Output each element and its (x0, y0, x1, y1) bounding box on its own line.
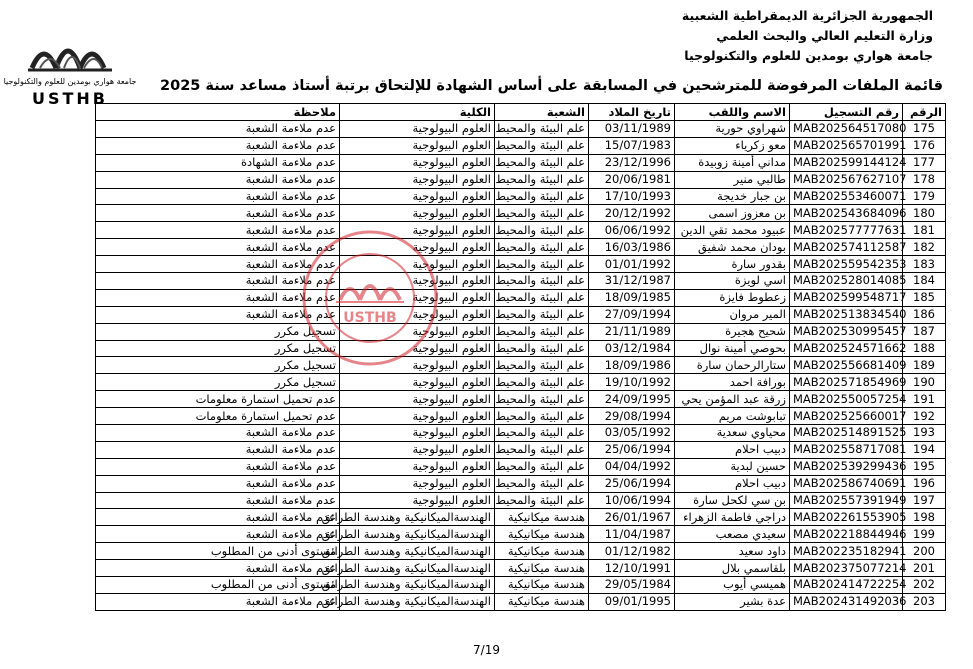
registration-number: MAB202550057254 (790, 391, 903, 408)
remark: عدم ملاءمة الشعبة (96, 458, 340, 475)
specialty: علم البيئة والمحيط (495, 239, 589, 256)
remark: عدم ملاءمة الشعبة (96, 256, 340, 273)
faculty: العلوم البيولوجية (340, 121, 495, 138)
table-row (96, 239, 946, 256)
faculty: الهندسةالميكانيكية وهندسة الطرائق (340, 560, 495, 577)
birth-date: 16/03/1986 (589, 239, 675, 256)
registration-number: MAB202586740691 (790, 475, 903, 492)
page-title: قائمة الملفات المرفوضة للمترشحين في المسابقة على أساس الشهادة للإلتحاق برتبة أستاذ مساعد سنة 2025 (160, 78, 943, 94)
table-row (96, 577, 946, 594)
row-number: 202 (903, 577, 946, 594)
table-row (96, 289, 946, 306)
full-name: بحوصي أمينة نوال (675, 340, 790, 357)
faculty: العلوم البيولوجية (340, 205, 495, 222)
row-number: 194 (903, 441, 946, 458)
registration-number: MAB202558717081 (790, 441, 903, 458)
birth-date: 03/05/1992 (589, 425, 675, 442)
ministry-header (682, 6, 933, 66)
row-number: 187 (903, 323, 946, 340)
logo-text: USTHB (31, 89, 109, 108)
row-number: 191 (903, 391, 946, 408)
faculty: العلوم البيولوجية (340, 357, 495, 374)
row-number: 181 (903, 222, 946, 239)
page-number: 7/19 (473, 643, 500, 657)
remark: تسجيل مكرر (96, 357, 340, 374)
row-number: 193 (903, 425, 946, 442)
registration-number: MAB202571854969 (790, 374, 903, 391)
rejected-files-table (95, 103, 946, 611)
remark: عدم ملاءمة الشعبة (96, 137, 340, 154)
logo-subtitle: جامعة هواري بومدين للعلوم والتكنولوجيا (3, 77, 137, 86)
column-header: الرقم (903, 104, 946, 121)
specialty: علم البيئة والمحيط (495, 205, 589, 222)
specialty: علم البيئة والمحيط (495, 289, 589, 306)
specialty: علم البيئة والمحيط (495, 357, 589, 374)
full-name: محياوي سعدية (675, 425, 790, 442)
column-header: الاسم واللقب (675, 104, 790, 121)
full-name: حسين لبدية (675, 458, 790, 475)
table-row (96, 171, 946, 188)
row-number: 186 (903, 306, 946, 323)
row-number: 178 (903, 171, 946, 188)
faculty: العلوم البيولوجية (340, 222, 495, 239)
specialty: علم البيئة والمحيط (495, 256, 589, 273)
remark: مستوى أدنى من المطلوب (96, 577, 340, 594)
registration-number: MAB202375077214 (790, 560, 903, 577)
faculty: الهندسةالميكانيكية وهندسة الطرائق (340, 543, 495, 560)
full-name: بن جبار خديجة (675, 188, 790, 205)
full-name: زرقة عبد المؤمن يحي (675, 391, 790, 408)
full-name: مداني أمينة زوبيدة (675, 154, 790, 171)
registration-number: MAB202557391949 (790, 492, 903, 509)
table-row (96, 154, 946, 171)
row-number: 176 (903, 137, 946, 154)
specialty: هندسة ميكانيكية (495, 526, 589, 543)
remark: عدم ملاءمة الشعبة (96, 425, 340, 442)
full-name: بن معزوز اسمى (675, 205, 790, 222)
registration-number: MAB202565701991 (790, 137, 903, 154)
row-number: 177 (903, 154, 946, 171)
registration-number: MAB202556681409 (790, 357, 903, 374)
specialty: هندسة ميكانيكية (495, 560, 589, 577)
specialty: هندسة ميكانيكية (495, 543, 589, 560)
full-name: اسي لويزة (675, 273, 790, 290)
faculty: العلوم البيولوجية (340, 458, 495, 475)
remark: عدم ملاءمة الشعبة (96, 239, 340, 256)
full-name: معو زكرياء (675, 137, 790, 154)
birth-date: 18/09/1986 (589, 357, 675, 374)
full-name: سعيدي مصعب (675, 526, 790, 543)
registration-number: MAB202577777631 (790, 222, 903, 239)
row-number: 180 (903, 205, 946, 222)
table-body (96, 121, 946, 611)
header-republic: الجمهورية الجزائرية الديمقراطية الشعبية (681, 8, 933, 23)
birth-date: 01/12/1982 (589, 543, 675, 560)
remark: عدم ملاءمة الشعبة (96, 509, 340, 526)
row-number: 203 (903, 593, 946, 610)
remark: عدم تحميل استمارة معلومات (96, 391, 340, 408)
specialty: علم البيئة والمحيط (495, 340, 589, 357)
birth-date: 29/08/1994 (589, 408, 675, 425)
registration-number: MAB202513834540 (790, 306, 903, 323)
full-name: بن سي لكحل سارة (675, 492, 790, 509)
faculty: العلوم البيولوجية (340, 273, 495, 290)
table-row (96, 137, 946, 154)
faculty: الهندسةالميكانيكية وهندسة الطرائق (340, 577, 495, 594)
table-row (96, 425, 946, 442)
row-number: 185 (903, 289, 946, 306)
full-name: زعطوط فايزة (675, 289, 790, 306)
faculty: العلوم البيولوجية (340, 306, 495, 323)
official-stamp (300, 228, 440, 368)
row-number: 199 (903, 526, 946, 543)
remark: عدم ملاءمة الشعبة (96, 306, 340, 323)
table-row (96, 273, 946, 290)
faculty: العلوم البيولوجية (340, 323, 495, 340)
row-number: 188 (903, 340, 946, 357)
registration-number: MAB202528014085 (790, 273, 903, 290)
table-row (96, 256, 946, 273)
specialty: علم البيئة والمحيط (495, 391, 589, 408)
faculty: العلوم البيولوجية (340, 408, 495, 425)
faculty: العلوم البيولوجية (340, 171, 495, 188)
faculty: العلوم البيولوجية (340, 256, 495, 273)
table-row (96, 188, 946, 205)
header-ministry: وزارة التعليم العالي والبحث العلمي (716, 28, 933, 43)
faculty: العلوم البيولوجية (340, 239, 495, 256)
faculty: العلوم البيولوجية (340, 289, 495, 306)
remark: عدم ملاءمة الشعبة (96, 121, 340, 138)
specialty: علم البيئة والمحيط (495, 188, 589, 205)
full-name: دراجي فاطمة الزهراء (675, 509, 790, 526)
full-name: طالبي منير (675, 171, 790, 188)
remark: عدم ملاءمة الشعبة (96, 188, 340, 205)
table-row (96, 593, 946, 610)
table-row (96, 121, 946, 138)
full-name: شهراوي حورية (675, 121, 790, 138)
table-row (96, 526, 946, 543)
full-name: عدة بشير (675, 593, 790, 610)
specialty: هندسة ميكانيكية (495, 577, 589, 594)
column-header: ملاحظة (96, 104, 340, 121)
birth-date: 03/12/1984 (589, 340, 675, 357)
registration-number: MAB202431492036 (790, 593, 903, 610)
remark: تسجيل مكرر (96, 323, 340, 340)
specialty: هندسة ميكانيكية (495, 509, 589, 526)
full-name: بلقاسمي بلال (675, 560, 790, 577)
column-header: الشعبة (495, 104, 589, 121)
faculty: العلوم البيولوجية (340, 188, 495, 205)
registration-number: MAB202599548717 (790, 289, 903, 306)
specialty: علم البيئة والمحيط (495, 441, 589, 458)
remark: عدم تحميل استمارة معلومات (96, 408, 340, 425)
faculty: العلوم البيولوجية (340, 492, 495, 509)
usthb-logo (3, 24, 137, 110)
birth-date: 10/06/1994 (589, 492, 675, 509)
specialty: علم البيئة والمحيط (495, 121, 589, 138)
full-name: دبيب احلام (675, 441, 790, 458)
table-row (96, 492, 946, 509)
row-number: 183 (903, 256, 946, 273)
row-number: 196 (903, 475, 946, 492)
birth-date: 21/11/1989 (589, 323, 675, 340)
specialty: علم البيئة والمحيط (495, 374, 589, 391)
row-number: 192 (903, 408, 946, 425)
registration-number: MAB202574112587 (790, 239, 903, 256)
remark: عدم ملاءمة الشعبة (96, 289, 340, 306)
birth-date: 03/11/1989 (589, 121, 675, 138)
specialty: علم البيئة والمحيط (495, 475, 589, 492)
registration-number: MAB202514891525 (790, 425, 903, 442)
birth-date: 15/07/1983 (589, 137, 675, 154)
remark: تسجيل مكرر (96, 340, 340, 357)
table-row (96, 441, 946, 458)
birth-date: 29/05/1984 (589, 577, 675, 594)
specialty: علم البيئة والمحيط (495, 492, 589, 509)
specialty: علم البيئة والمحيط (495, 171, 589, 188)
row-number: 189 (903, 357, 946, 374)
specialty: علم البيئة والمحيط (495, 306, 589, 323)
faculty: العلوم البيولوجية (340, 340, 495, 357)
remark: عدم ملاءمة الشعبة (96, 593, 340, 610)
faculty: العلوم البيولوجية (340, 137, 495, 154)
birth-date: 31/12/1987 (589, 273, 675, 290)
table-row (96, 357, 946, 374)
birth-date: 20/12/1992 (589, 205, 675, 222)
specialty: علم البيئة والمحيط (495, 408, 589, 425)
column-header: رقم التسجيل (790, 104, 903, 121)
remark: عدم ملاءمة الشعبة (96, 475, 340, 492)
remark: عدم ملاءمة الشعبة (96, 205, 340, 222)
faculty: العلوم البيولوجية (340, 441, 495, 458)
registration-number: MAB202553460071 (790, 188, 903, 205)
table-row (96, 458, 946, 475)
row-number: 200 (903, 543, 946, 560)
table-row (96, 509, 946, 526)
specialty: علم البيئة والمحيط (495, 273, 589, 290)
faculty: الهندسةالميكانيكية وهندسة الطرائق (340, 509, 495, 526)
row-number: 195 (903, 458, 946, 475)
column-header: الكلية (340, 104, 495, 121)
registration-number: MAB202559542353 (790, 256, 903, 273)
birth-date: 01/01/1992 (589, 256, 675, 273)
specialty: علم البيئة والمحيط (495, 137, 589, 154)
registration-number: MAB202530995457 (790, 323, 903, 340)
birth-date: 11/04/1987 (589, 526, 675, 543)
table-row (96, 391, 946, 408)
specialty: علم البيئة والمحيط (495, 425, 589, 442)
registration-number: MAB202414722254 (790, 577, 903, 594)
birth-date: 12/10/1991 (589, 560, 675, 577)
table-row (96, 222, 946, 239)
row-number: 184 (903, 273, 946, 290)
specialty: علم البيئة والمحيط (495, 323, 589, 340)
registration-number: MAB202564517080 (790, 121, 903, 138)
faculty: الهندسةالميكانيكية وهندسة الطرائق (340, 526, 495, 543)
table-row (96, 340, 946, 357)
remark: عدم ملاءمة الشعبة (96, 560, 340, 577)
birth-date: 25/06/1994 (589, 475, 675, 492)
birth-date: 18/09/1985 (589, 289, 675, 306)
specialty: علم البيئة والمحيط (495, 154, 589, 171)
faculty: العلوم البيولوجية (340, 425, 495, 442)
column-header: تاريخ الملاد (589, 104, 675, 121)
remark: عدم ملاءمة الشعبة (96, 526, 340, 543)
table-row (96, 374, 946, 391)
full-name: المير مروان (675, 306, 790, 323)
table-row (96, 560, 946, 577)
remark: عدم ملاءمة الشعبة (96, 171, 340, 188)
remark: عدم ملاءمة الشعبة (96, 492, 340, 509)
faculty: العلوم البيولوجية (340, 391, 495, 408)
birth-date: 04/04/1992 (589, 458, 675, 475)
row-number: 182 (903, 239, 946, 256)
specialty: علم البيئة والمحيط (495, 458, 589, 475)
birth-date: 26/01/1967 (589, 509, 675, 526)
row-number: 175 (903, 121, 946, 138)
full-name: بقدور سارة (675, 256, 790, 273)
full-name: بورافة احمد (675, 374, 790, 391)
header-university: جامعة هواري بومدين للعلوم والتكنولوجيا (684, 48, 933, 63)
remark: عدم ملاءمة الشعبة (96, 222, 340, 239)
registration-number: MAB202235182941 (790, 543, 903, 560)
birth-date: 20/06/1981 (589, 171, 675, 188)
faculty: العلوم البيولوجية (340, 374, 495, 391)
specialty: هندسة ميكانيكية (495, 593, 589, 610)
full-name: دبيب احلام (675, 475, 790, 492)
birth-date: 19/10/1992 (589, 374, 675, 391)
full-name: هميسي أيوب (675, 577, 790, 594)
table-row (96, 475, 946, 492)
table-row (96, 306, 946, 323)
row-number: 197 (903, 492, 946, 509)
full-name: داود سعيد (675, 543, 790, 560)
faculty: العلوم البيولوجية (340, 154, 495, 171)
table-row (96, 323, 946, 340)
birth-date: 09/01/1995 (589, 593, 675, 610)
registration-number: MAB202525660017 (790, 408, 903, 425)
birth-date: 17/10/1993 (589, 188, 675, 205)
row-number: 179 (903, 188, 946, 205)
birth-date: 23/12/1996 (589, 154, 675, 171)
table-row (96, 408, 946, 425)
full-name: ستارالرحمان سارة (675, 357, 790, 374)
registration-number: MAB202599144124 (790, 154, 903, 171)
full-name: عبيود محمد تقي الدين (675, 222, 790, 239)
row-number: 198 (903, 509, 946, 526)
row-number: 201 (903, 560, 946, 577)
faculty: العلوم البيولوجية (340, 475, 495, 492)
table-row (96, 543, 946, 560)
stamp-text: USTHB (343, 310, 397, 326)
birth-date: 27/09/1994 (589, 306, 675, 323)
registration-number: MAB202539299436 (790, 458, 903, 475)
table-row (96, 205, 946, 222)
specialty: علم البيئة والمحيط (495, 222, 589, 239)
remark: مستوى أدنى من المطلوب (96, 543, 340, 560)
remark: عدم ملاءمة الشعبة (96, 441, 340, 458)
table-header-row (96, 104, 946, 121)
registration-number: MAB202218844946 (790, 526, 903, 543)
remark: عدم ملاءمة الشعبة (96, 273, 340, 290)
remark: تسجيل مكرر (96, 374, 340, 391)
birth-date: 06/06/1992 (589, 222, 675, 239)
registration-number: MAB202261553905 (790, 509, 903, 526)
registration-number: MAB202567627107 (790, 171, 903, 188)
full-name: تبابوشت مريم (675, 408, 790, 425)
faculty: الهندسةالميكانيكية وهندسة الطرائق (340, 593, 495, 610)
remark: عدم ملاءمة الشهادة (96, 154, 340, 171)
row-number: 190 (903, 374, 946, 391)
birth-date: 24/09/1995 (589, 391, 675, 408)
birth-date: 25/06/1994 (589, 441, 675, 458)
full-name: شحيح هجيرة (675, 323, 790, 340)
registration-number: MAB202524571662 (790, 340, 903, 357)
registration-number: MAB202543684096 (790, 205, 903, 222)
full-name: بودان محمد شفيق (675, 239, 790, 256)
